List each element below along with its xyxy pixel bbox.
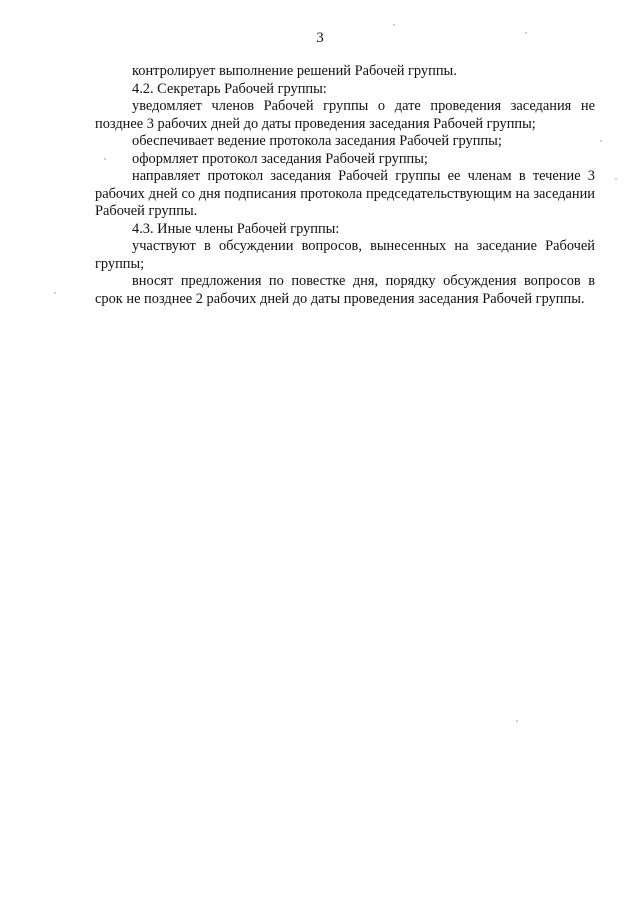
paragraph-members-propose: вносят предложения по повестке дня, порядку обсуждения вопросов в срок не позднее 2 рабочих дней до даты проведения заседания Рабочей группы.	[95, 273, 595, 307]
paragraph-secretary-send: направляет протокол заседания Рабочей группы ее членам в течение 3 рабочих дней со дня подписания протокола председательствующим на заседании Рабочей группы.	[95, 168, 595, 219]
scan-speck	[615, 178, 617, 180]
paragraph-secretary-notify: уведомляет членов Рабочей группы о дате проведения заседания не позднее 3 рабочих дней до даты проведения заседания Рабочей группы;	[95, 98, 595, 132]
scan-speck	[104, 158, 106, 160]
section-4-2-heading: 4.2. Секретарь Рабочей группы:	[132, 80, 327, 97]
page-number: 3	[316, 30, 324, 46]
scan-speck	[516, 720, 518, 722]
paragraph-chair-duty: контролирует выполнение решений Рабочей группы.	[132, 63, 457, 79]
scan-speck	[393, 24, 395, 26]
paragraph-secretary-format: оформляет протокол заседания Рабочей группы;	[132, 150, 428, 167]
paragraph-secretary-minutes: обеспечивает ведение протокола заседания Рабочей группы;	[132, 133, 502, 149]
document-body	[95, 63, 595, 308]
paragraph-members-discuss: участвуют в обсуждении вопросов, вынесенных на заседание Рабочей группы;	[95, 238, 595, 272]
scan-speck	[600, 140, 602, 142]
section-4-3-heading: 4.3. Иные члены Рабочей группы:	[132, 220, 340, 237]
scan-speck	[525, 32, 527, 34]
scan-speck	[54, 292, 56, 294]
